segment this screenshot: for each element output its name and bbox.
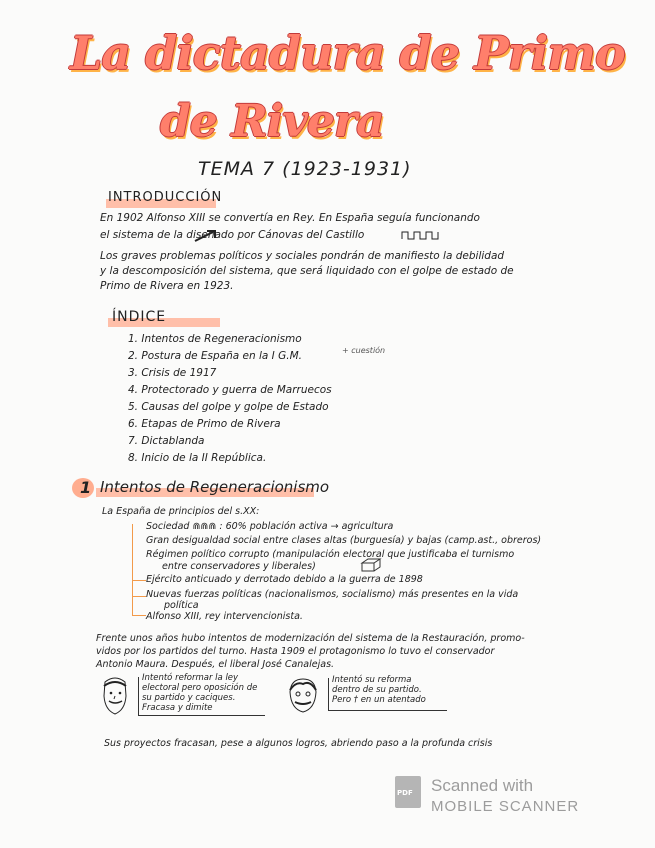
bullet-2: Gran desigualdad social entre clases altas (burguesía) y bajas (camp.ast., obreros): [146, 535, 542, 546]
bullet-tick-3: [132, 615, 146, 616]
bullet-5: Nuevas fuerzas políticas (nacionalismos, socialismo) más presentes en la vida: [146, 589, 519, 600]
indice-item-1: 1. Intentos de Regeneracionismo: [128, 333, 302, 345]
maura-note-3: su partido y caciques.: [142, 693, 236, 703]
page-title-line1: La dictadura de Primo: [70, 26, 625, 80]
bullet-6: Alfonso XIII, rey intervencionista.: [146, 611, 303, 622]
bullet-3-cont: entre conservadores y liberales): [162, 561, 316, 572]
bullet-tick-1: [132, 580, 146, 581]
arrow-doodle-icon: [193, 229, 219, 243]
bullet-tick-2: [132, 596, 146, 597]
intro-line-4: y la descomposición del sistema, que será liquidado con el golpe de estado de: [100, 265, 514, 277]
section-title: Intentos de Regeneracionismo: [100, 478, 330, 496]
bullet-5-cont: política: [164, 600, 199, 611]
maura-note-1: Intentó reformar la ley: [142, 673, 239, 683]
bullet-3: Régimen político corrupto (manipulación electoral que justificaba el turnismo: [146, 549, 515, 560]
pdf-icon: [395, 776, 421, 808]
watermark-line1: Scanned with: [431, 776, 534, 795]
indice-item-5: 5. Causas del golpe y golpe de Estado: [128, 401, 329, 413]
intro-line-5: Primo de Rivera en 1923.: [100, 280, 234, 292]
intro-line-1: En 1902 Alfonso XIII se convertía en Rey. En España seguía funcionando: [100, 212, 480, 224]
ballot-box-icon: [360, 558, 382, 572]
intro-line-3: Los graves problemas políticos y sociales pondrán de manifiesto la debilidad: [100, 250, 505, 262]
section-intro: La España de principios del s.XX:: [102, 506, 260, 517]
bullet-4: Ejército anticuado y derrotado debido a la guerra de 1898: [146, 574, 423, 585]
paragraph-line-2: vidos por los partidos del turno. Hasta 1909 el protagonismo lo tuvo el conservador: [96, 646, 495, 657]
canalejas-note-2: dentro de su partido.: [332, 685, 422, 695]
page-title-line2: de Rivera: [160, 96, 384, 147]
paragraph-line-1: Frente unos años hubo intentos de modernización del sistema de la Restauración, promo-: [96, 633, 525, 644]
indice-item-4: 4. Protectorado y guerra de Marruecos: [128, 384, 332, 396]
bullet-1: Sociedad ⋒⋒⋒ : 60% población activa → agricultura: [146, 521, 394, 532]
pdf-icon-label: PDF: [397, 789, 413, 797]
indice-note: + cuestión: [342, 346, 386, 355]
watermark-line2: MOBILE SCANNER: [431, 798, 580, 815]
indice-item-8: 8. Inicio de la II República.: [128, 452, 267, 464]
maura-note-4: Fracasa y dimite: [142, 703, 213, 713]
indice-item-3: 3. Crisis de 1917: [128, 367, 217, 379]
indice-heading: ÍNDICE: [112, 309, 167, 325]
maura-portrait-icon: [96, 674, 134, 718]
section-number: 1: [80, 478, 92, 497]
indice-item-7: 7. Dictablanda: [128, 435, 205, 447]
indice-item-2: 2. Postura de España en la I G.M.: [128, 350, 302, 362]
indice-item-6: 6. Etapas de Primo de Rivera: [128, 418, 281, 430]
bullet-bracket: [132, 524, 133, 616]
zigzag-doodle-icon: [400, 229, 444, 241]
canalejas-note-1: Intentó su reforma: [332, 675, 412, 685]
intro-heading: INTRODUCCIÓN: [108, 190, 223, 205]
subtitle: TEMA 7 (1923-1931): [198, 158, 412, 180]
paragraph-line-3: Antonio Maura. Después, el liberal José Canalejas.: [96, 659, 335, 670]
maura-note-2: electoral pero oposición de: [142, 683, 258, 693]
canalejas-portrait-icon: [284, 676, 322, 716]
closing-line: Sus proyectos fracasan, pese a algunos logros, abriendo paso a la profunda crisis: [104, 738, 493, 749]
canalejas-note-3: Pero † en un atentado: [332, 695, 426, 705]
intro-line-2: el sistema de la diseñado por Cánovas del Castillo: [100, 229, 365, 241]
